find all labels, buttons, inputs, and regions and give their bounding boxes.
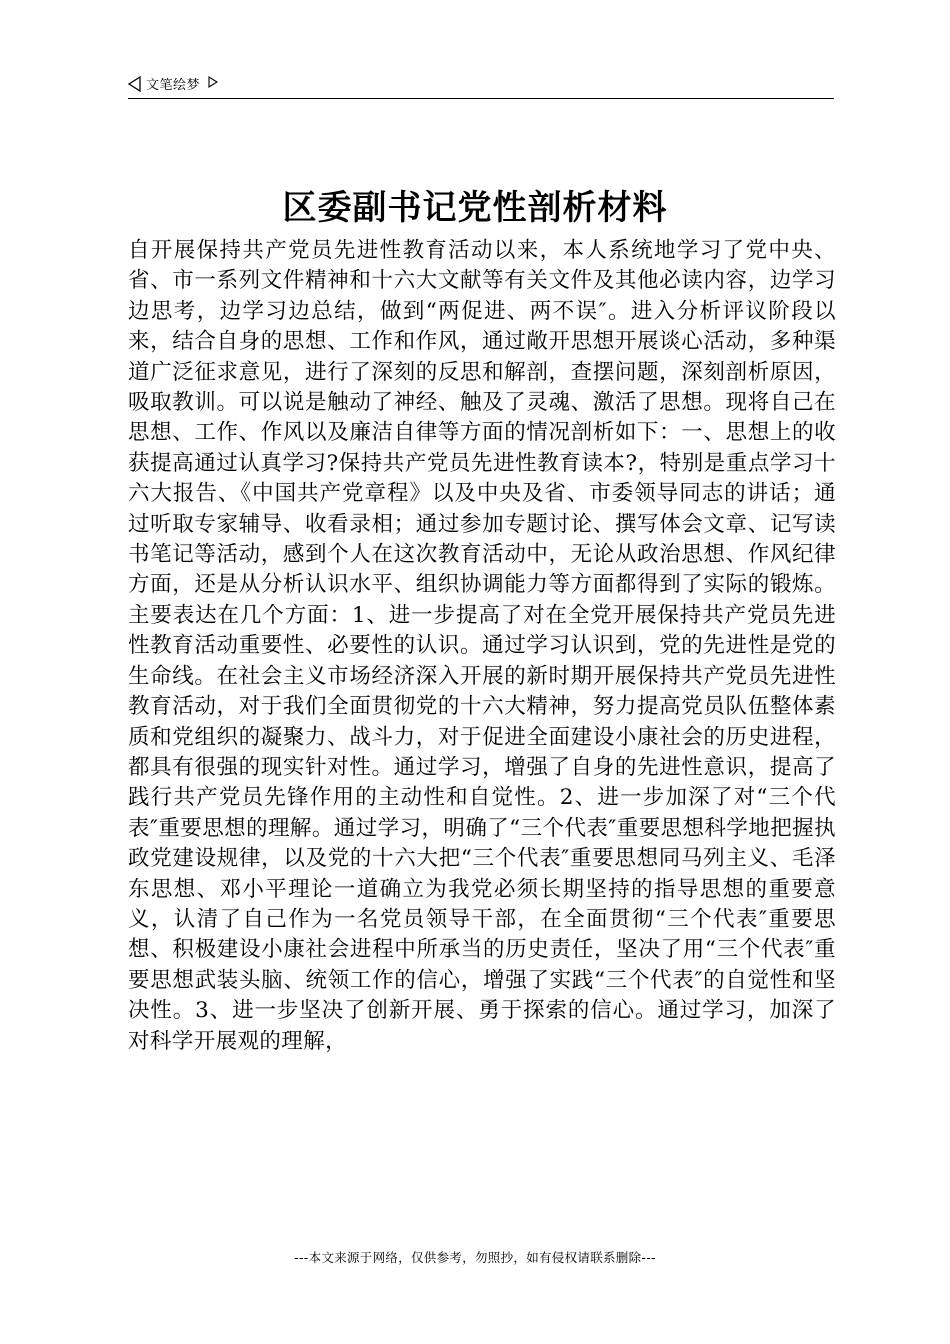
header-brand bbox=[128, 74, 222, 93]
document-body: 自开展保持共产党员先进性教育活动以来，本人系统地学习了党中央、省、市一系列文件精神和十六大文献等有关文件及其他必读内容，边学习边思考，边学习边总结，做到“两促进、两不误″。进入分析评议阶段以来，结合自身的思想、工作和作风，通过敞开思想开展谈心活动，多种渠道广泛征求意见，进行了深刻的反思和解剖，查摆问题，深刻剖析原因，吸取教训。可以说是触动了神经、触及了灵魂、激活了思想。现将自己在思想、工作、作风以及廉洁自律等方面的情况剖析如下：一、思想上的收获提高通过认真学习?保持共产党员先进性教育读本?，特别是重点学习十六大报告、《中国共产党章程》以及中央及省、市委领导同志的讲话；通过听取专家辅导、收看录相；通过参加专题讨论、撰写体会文章、记写读书笔记等活动，感到个人在这次教育活动中，无论从政治思想、作风纪律方面，还是从分析认识水平、组织协调能力等方面都得到了实际的锻炼。主要表达在几个方面：1、进一步提高了对在全党开展保持共产党员先进性教育活动重要性、必要性的认识。通过学习认识到，党的先进性是党的生命线。在社会主义市场经济深入开展的新时期开展保持共产党员先进性教育活动，对于我们全面贯彻党的十六大精神，努力提高党员队伍整体素质和党组织的凝聚力、战斗力，对于促进全面建设小康社会的历史进程，都具有很强的现实针对性。通过学习，增强了自身的先进性意识，提高了践行共产党员先锋作用的主动性和自觉性。2、进一步加深了对“三个代表″重要思想的理解。通过学习，明确了“三个代表″重要思想科学地把握执政党建设规律，以及党的十六大把“三个代表″重要思想同马列主义、毛泽东思想、邓小平理论一道确立为我党必须长期坚持的指导思想的重要意义，认清了自己作为一名党员领导干部，在全面贯彻“三个代表″重要思想、积极建设小康社会进程中所承当的历史责任，坚决了用“三个代表″重要思想武装头脑、统领工作的信心，增强了实践“三个代表″的自觉性和坚决性。3、进一步坚决了创新开展、勇于探索的信心。通过学习，加深了对科学开展观的理解， bbox=[128, 238, 836, 1054]
page-header bbox=[128, 72, 834, 99]
triangle-right-icon bbox=[208, 76, 222, 92]
footer-disclaimer: ---本文来源于网络，仅供参考，勿照抄，如有侵权请联系删除--- bbox=[294, 1250, 656, 1265]
triangle-left-icon bbox=[128, 76, 142, 92]
header-text: 文笔绘梦 bbox=[146, 78, 201, 93]
document-title: 区委副书记党性剖析材料 bbox=[282, 188, 668, 228]
